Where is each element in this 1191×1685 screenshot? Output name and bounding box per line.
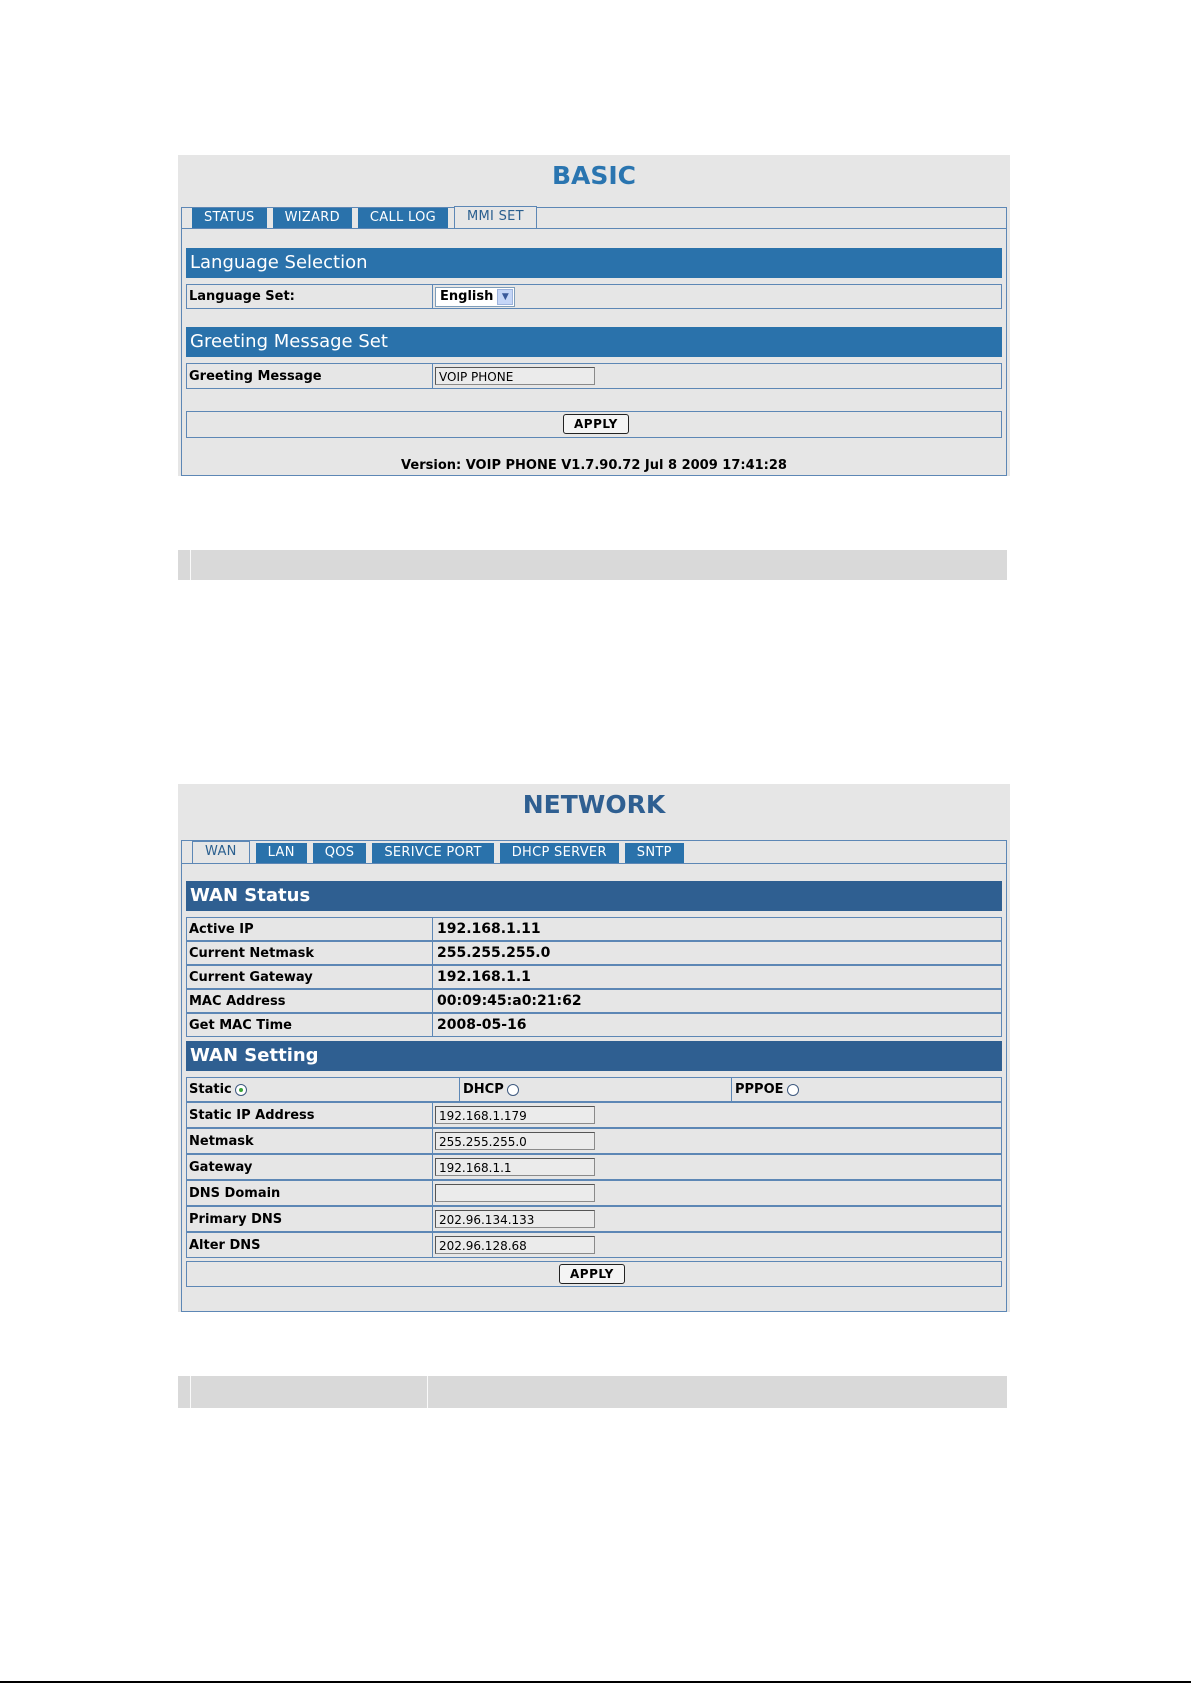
setting-row: [186, 1180, 1002, 1206]
greeting-row: [186, 363, 1002, 389]
basic-body: [181, 207, 1007, 476]
basic-title: BASIC: [551, 161, 637, 190]
status-row: [186, 989, 1002, 1013]
row-divider: [432, 1155, 433, 1179]
bar-notch: [190, 1376, 191, 1408]
greeting-message-input[interactable]: VOIP PHONE: [435, 367, 595, 385]
language-row: [186, 284, 1002, 309]
status-label: Current Gateway: [189, 969, 313, 985]
primary-dns-input[interactable]: 202.96.134.133: [435, 1210, 595, 1228]
setting-value-cell: [435, 1155, 595, 1179]
tabs-divider: [182, 863, 1006, 864]
gateway-input[interactable]: 192.168.1.1: [435, 1158, 595, 1176]
setting-label: Primary DNS: [189, 1211, 283, 1227]
tab-dhcp-server[interactable]: DHCP SERVER: [500, 843, 619, 863]
setting-value-cell: [435, 1181, 595, 1205]
setting-row: [186, 1102, 1002, 1128]
row-divider: [432, 1129, 433, 1153]
setting-value-cell: [435, 1207, 595, 1231]
status-value: 00:09:45:a0:21:62: [437, 993, 582, 1009]
row-divider: [432, 285, 433, 308]
language-label: Language Set:: [189, 289, 295, 304]
setting-value-cell: [435, 1103, 595, 1127]
status-row: [186, 965, 1002, 989]
tabs-divider: [182, 228, 1006, 229]
setting-value-cell: [435, 1233, 595, 1257]
status-label: Get MAC Time: [189, 1017, 292, 1033]
status-value: 192.168.1.11: [437, 921, 541, 937]
status-label: MAC Address: [189, 993, 286, 1009]
basic-apply-row: [186, 411, 1002, 438]
row-divider: [432, 942, 433, 964]
row-divider: [432, 1014, 433, 1036]
mode-static-label: Static: [189, 1082, 232, 1097]
status-label: Active IP: [189, 921, 254, 937]
setting-row: [186, 1232, 1002, 1258]
status-row: [186, 941, 1002, 965]
row-divider: [731, 1078, 732, 1101]
pppoe-radio[interactable]: [787, 1084, 799, 1096]
tab-wizard[interactable]: WIZARD: [273, 208, 352, 228]
setting-row: [186, 1206, 1002, 1232]
mode-pppoe[interactable]: [735, 1078, 799, 1101]
language-section-header: Language Selection: [186, 248, 1002, 278]
netmask-input[interactable]: 255.255.255.0: [435, 1132, 595, 1150]
tab-lan[interactable]: LAN: [256, 843, 307, 863]
status-value: 192.168.1.1: [437, 969, 531, 985]
language-value-cell: [435, 285, 515, 308]
row-divider: [459, 1078, 460, 1101]
wan-setting-header: WAN Setting: [186, 1041, 1002, 1071]
basic-apply-button[interactable]: APPLY: [563, 414, 629, 434]
mode-row: [186, 1077, 1002, 1102]
tab-qos[interactable]: QOS: [313, 843, 367, 863]
setting-label: Netmask: [189, 1133, 254, 1149]
greeting-section-header: Greeting Message Set: [186, 327, 1002, 357]
setting-label: DNS Domain: [189, 1185, 281, 1201]
greeting-value-cell: [435, 364, 595, 388]
static-radio[interactable]: [235, 1084, 247, 1096]
mode-static[interactable]: [189, 1078, 247, 1101]
row-divider: [432, 1207, 433, 1231]
tab-wan[interactable]: WAN: [192, 841, 250, 864]
bar-notch: [427, 1376, 428, 1408]
basic-panel: [178, 155, 1010, 476]
setting-value-cell: [435, 1129, 595, 1153]
status-row: [186, 917, 1002, 941]
grey-bar-1: [178, 550, 1007, 580]
language-select-value: English: [440, 289, 494, 304]
mode-dhcp-label: DHCP: [463, 1082, 504, 1097]
tab-call-log[interactable]: CALL LOG: [358, 208, 448, 228]
dns-domain-input[interactable]: [435, 1184, 595, 1202]
status-value: 255.255.255.0: [437, 945, 551, 961]
setting-row: [186, 1154, 1002, 1180]
network-apply-row: [186, 1261, 1002, 1287]
bar-notch: [190, 550, 191, 580]
row-divider: [432, 1233, 433, 1257]
chevron-down-icon[interactable]: ▼: [497, 289, 513, 305]
static-ip-input[interactable]: 192.168.1.179: [435, 1106, 595, 1124]
row-divider: [432, 1103, 433, 1127]
setting-row: [186, 1128, 1002, 1154]
network-tabs: [192, 843, 684, 863]
setting-label: Alter DNS: [189, 1237, 261, 1253]
setting-label: Gateway: [189, 1159, 253, 1175]
basic-tabs: [192, 208, 537, 228]
mode-dhcp[interactable]: [463, 1078, 519, 1101]
page-bottom-rule: [0, 1681, 1191, 1683]
status-row: [186, 1013, 1002, 1037]
wan-status-header: WAN Status: [186, 881, 1002, 911]
language-select[interactable]: [435, 287, 515, 307]
row-divider: [432, 918, 433, 940]
row-divider: [432, 966, 433, 988]
network-panel: [178, 784, 1010, 1312]
network-title: NETWORK: [522, 790, 666, 819]
greeting-label: Greeting Message: [189, 368, 322, 384]
tab-mmi-set[interactable]: MMI SET: [454, 206, 537, 229]
row-divider: [432, 364, 433, 388]
setting-label: Static IP Address: [189, 1107, 315, 1123]
network-apply-button[interactable]: APPLY: [559, 1264, 625, 1284]
mode-pppoe-label: PPPOE: [735, 1082, 784, 1097]
status-label: Current Netmask: [189, 945, 315, 961]
tab-status[interactable]: STATUS: [192, 208, 267, 228]
grey-bar-2: [178, 1376, 1007, 1408]
tab-sntp[interactable]: SNTP: [625, 843, 684, 863]
network-body: [181, 840, 1007, 1312]
row-divider: [432, 990, 433, 1012]
dhcp-radio[interactable]: [507, 1084, 519, 1096]
alter-dns-input[interactable]: 202.96.128.68: [435, 1236, 595, 1254]
version-text: Version: VOIP PHONE V1.7.90.72 Jul 8 2009 17:41:28: [401, 458, 787, 473]
row-divider: [432, 1181, 433, 1205]
status-value: 2008-05-16: [437, 1017, 527, 1033]
tab-service-port[interactable]: SERIVCE PORT: [372, 843, 493, 863]
